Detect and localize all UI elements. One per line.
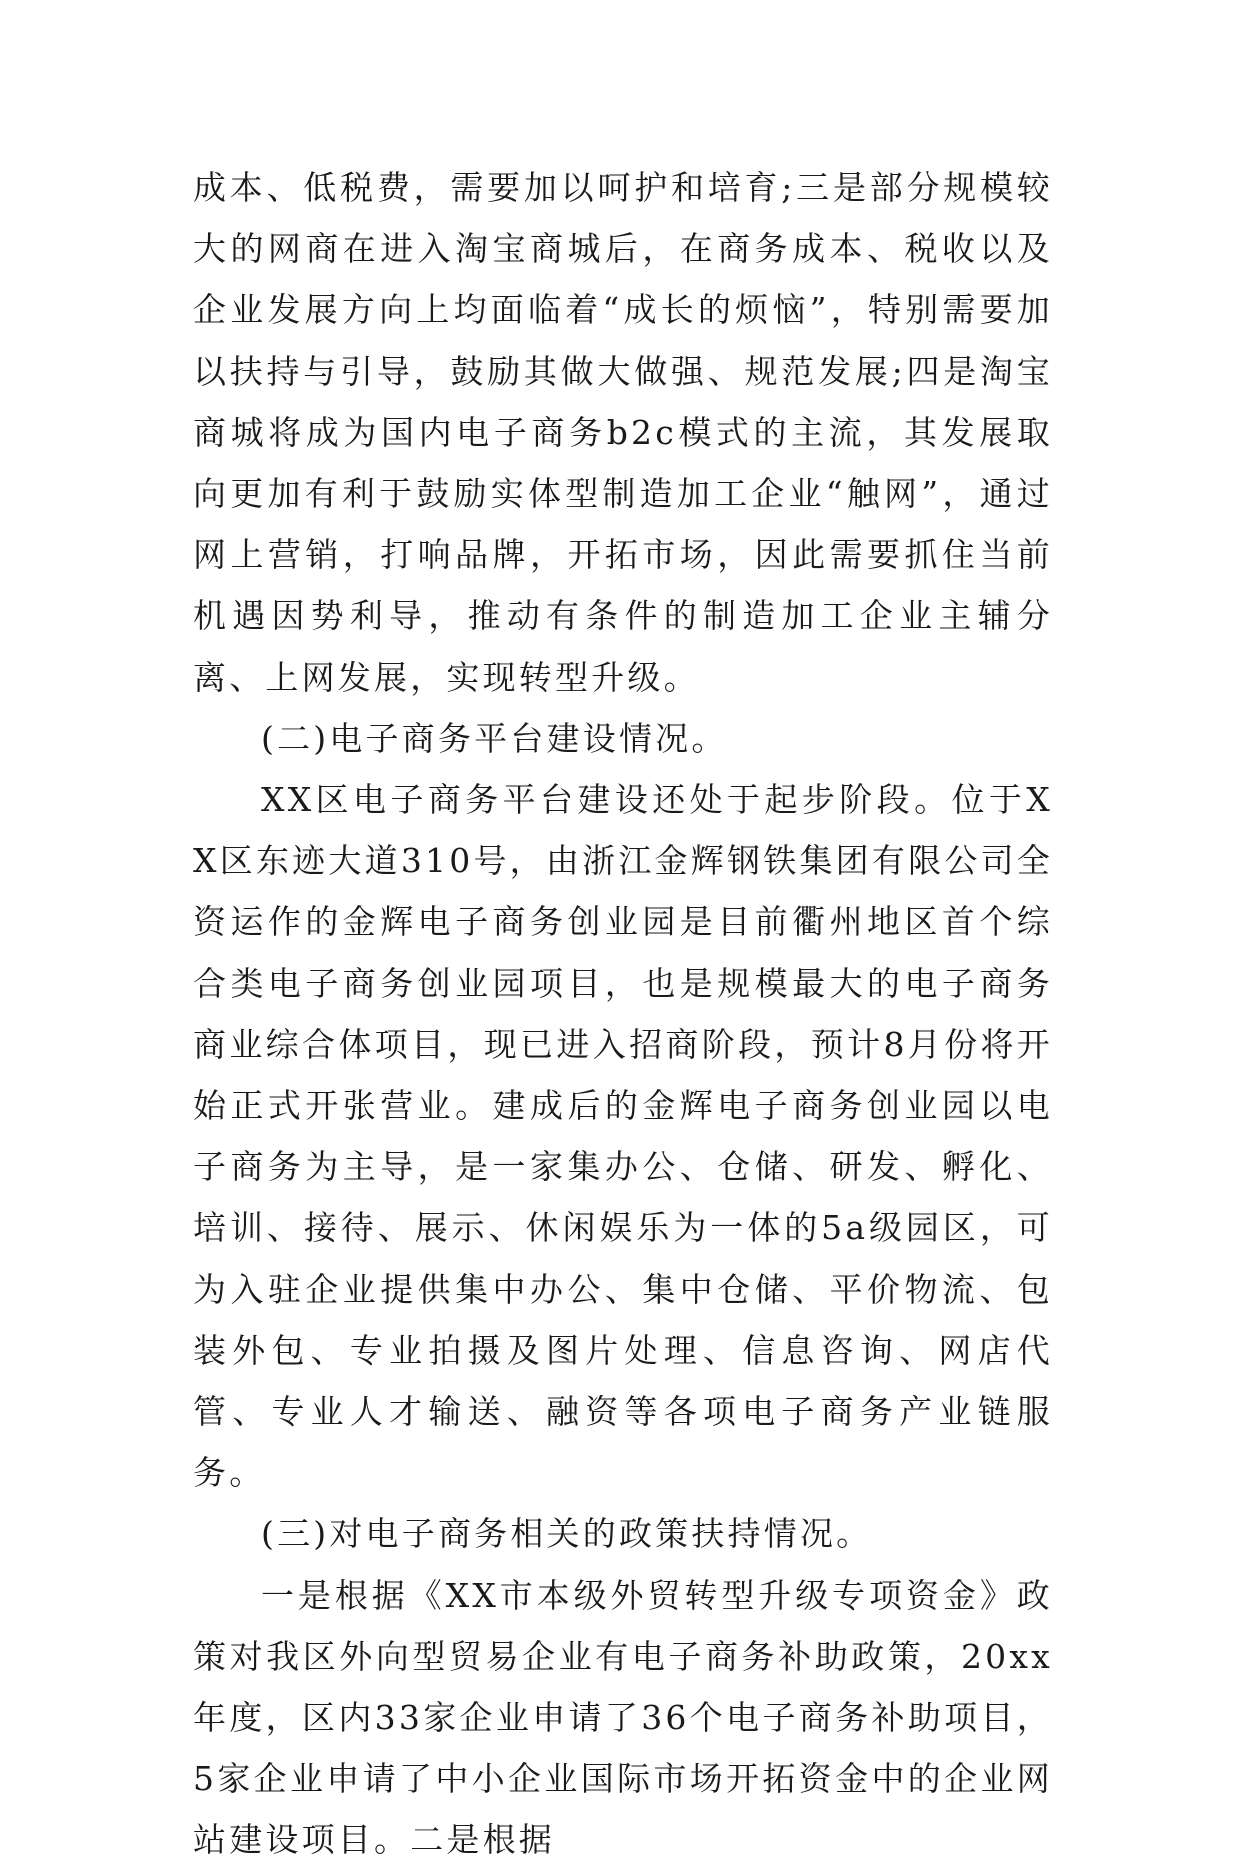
section-heading-3: (三)对电子商务相关的政策扶持情况。 (261, 1514, 873, 1554)
section-heading-2: (二)电子商务平台建设情况。 (261, 718, 728, 758)
paragraph-policy-support: 一是根据《XX市本级外贸转型升级专项资金》政策对我区外向型贸易企业有电子商务补助政策，20xx年度，区内33家企业申请了36个电子商务补助项目，5家企业申请了中小企业国际市场开拓资金中的企业网站建设项目。二是根据 (193, 1575, 1053, 1860)
paragraph-platform-construction: XX区电子商务平台建设还处于起步阶段。位于XX区东迹大道310号，由浙江金辉钢铁集团有限公司全资运作的金辉电子商务创业园是目前衢州地区首个综合类电子商务创业园项目，也是规模最大的电子商务商业综合体项目，现已进入招商阶段，预计8月份将开始正式开张营业。建成后的金辉电子商务创业园以电子商务为主导，是一家集办公、仓储、研发、孵化、培训、接待、展示、休闲娱乐为一体的5a级园区，可为入驻企业提供集中办公、集中仓储、平价物流、包装外包、专业拍摄及图片处理、信息咨询、网店代管、专业人才输送、融资等各项电子商务产业链服务。 (193, 780, 1053, 1493)
paragraph-continuation: 成本、低税费，需要加以呵护和培育;三是部分规模较大的网商在进入淘宝商城后，在商务成本、税收以及企业发展方向上均面临着“成长的烦恼”，特别需要加以扶持与引导，鼓励其做大做强、规范发展;四是淘宝商城将成为国内电子商务b2c模式的主流，其发展取向更加有利于鼓励实体型制造加工企业“触网”，通过网上营销，打响品牌，开拓市场，因此需要抓住当前机遇因势利导，推动有条件的制造加工企业主辅分离、上网发展，实现转型升级。 (193, 168, 1053, 697)
document-body (193, 157, 1053, 1871)
